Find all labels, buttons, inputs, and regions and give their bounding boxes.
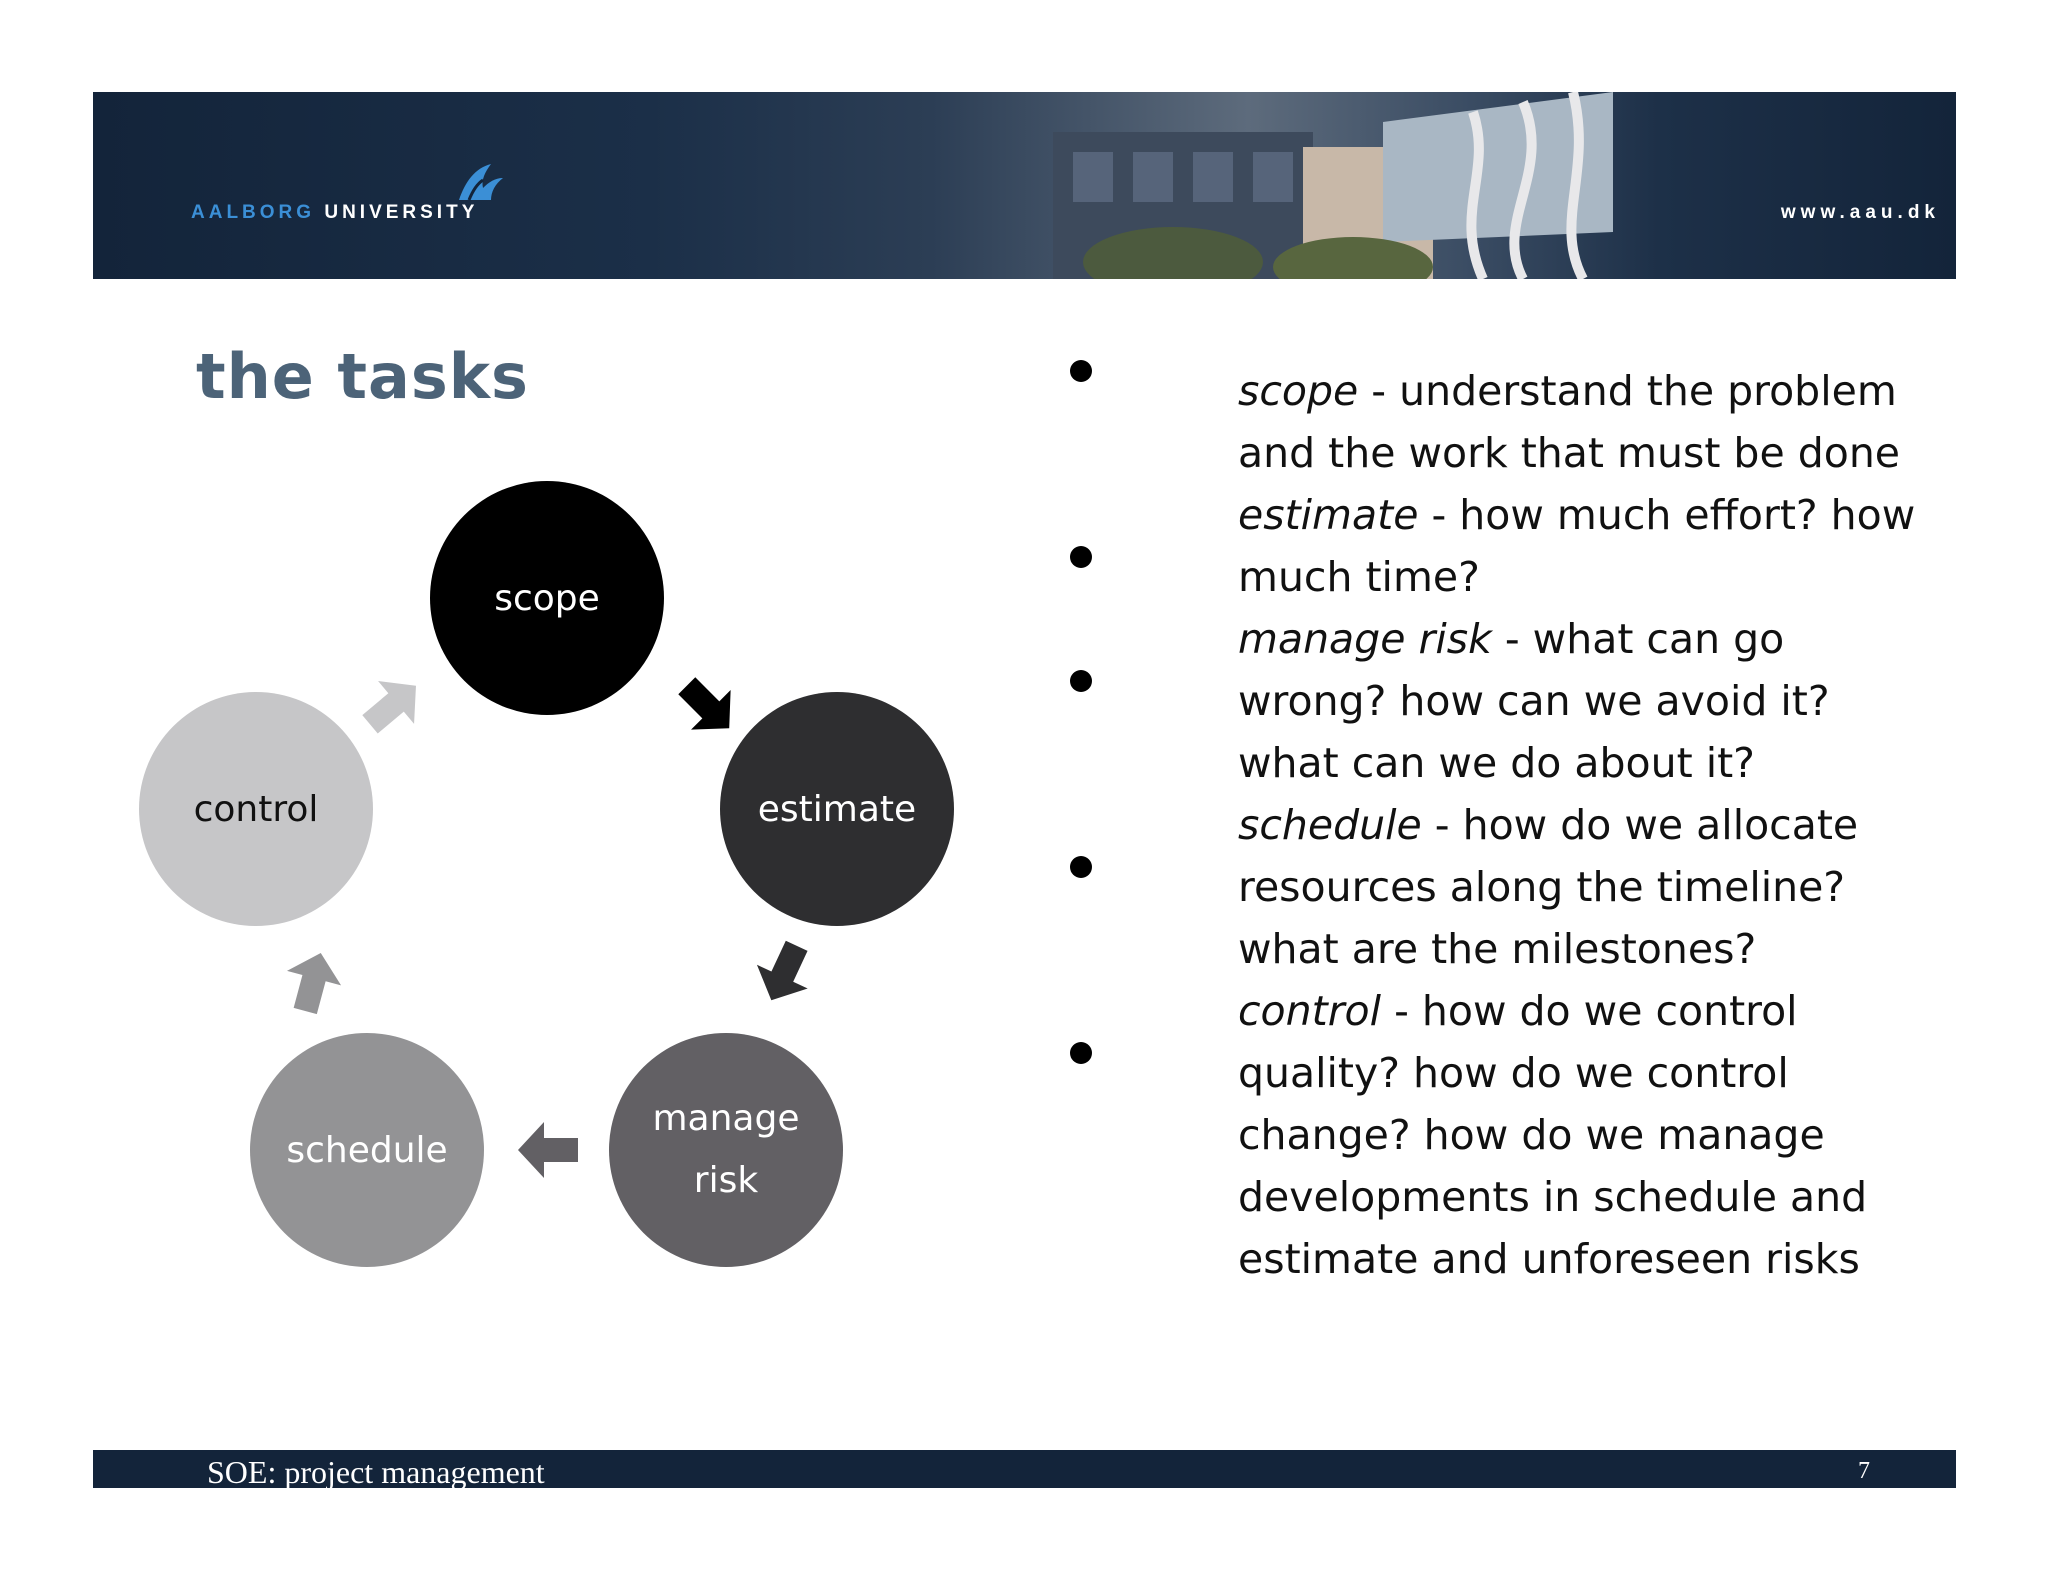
node-manage-risk-label-1: manage [652,1098,800,1139]
campus-building-image [1053,92,1693,279]
bullet-item [1238,484,1938,608]
header-banner [93,92,1956,279]
bullet-description: - what can go wrong? how can we avoid it? what can we do about it? [1238,615,1830,787]
bullet-term: schedule [1238,801,1422,849]
arrow-estimate-to-manage-risk [746,934,822,1012]
slide-title: the tasks [196,340,529,413]
bullet-description: - how do we allocate resources along the timeline? what are the milestones? [1238,801,1859,973]
arrow-schedule-to-control [278,946,348,1018]
bullet-term: scope [1238,367,1359,415]
task-cycle-diagram [120,460,980,1280]
bullet-item [1238,980,1938,1290]
bullet-text-column [1238,360,1938,1290]
node-control-label: control [193,789,319,830]
bullet-dot [1070,546,1092,568]
university-logo-icon [455,162,505,202]
page-number: 7 [1858,1458,1870,1484]
bullet-description: - how do we control quality? how do we control change? how do we manage developments in schedule and estimate and unforeseen risks [1238,987,1868,1283]
bullet-item [1238,608,1938,794]
bullet-item [1238,794,1938,980]
arrow-scope-to-estimate [667,666,749,748]
website-url: www.aau.dk [1780,202,1940,223]
bullet-dot [1070,360,1092,382]
node-estimate-label: estimate [757,789,917,830]
node-manage-risk-label-2: risk [693,1160,759,1201]
arrow-manage-risk-to-schedule [518,1122,578,1178]
bullet-dot [1070,1042,1092,1064]
university-name: AALBORG UNIVERSITY [191,202,479,223]
footer-course-title: SOE: project management [207,1454,545,1490]
node-schedule-label: schedule [286,1130,448,1171]
node-scope-label: scope [494,578,600,619]
arrow-control-to-scope [352,664,434,745]
bullet-dot [1070,670,1092,692]
bullet-description: - how much effort? how much time? [1238,491,1916,601]
bullet-description: - understand the problem and the work that must be done [1238,367,1901,477]
bullet-term: estimate [1238,491,1419,539]
bullet-dot [1070,856,1092,878]
node-manage-risk [609,1033,843,1267]
bullet-term: control [1238,987,1382,1035]
bullet-term: manage risk [1238,615,1492,663]
bullet-item [1238,360,1938,484]
